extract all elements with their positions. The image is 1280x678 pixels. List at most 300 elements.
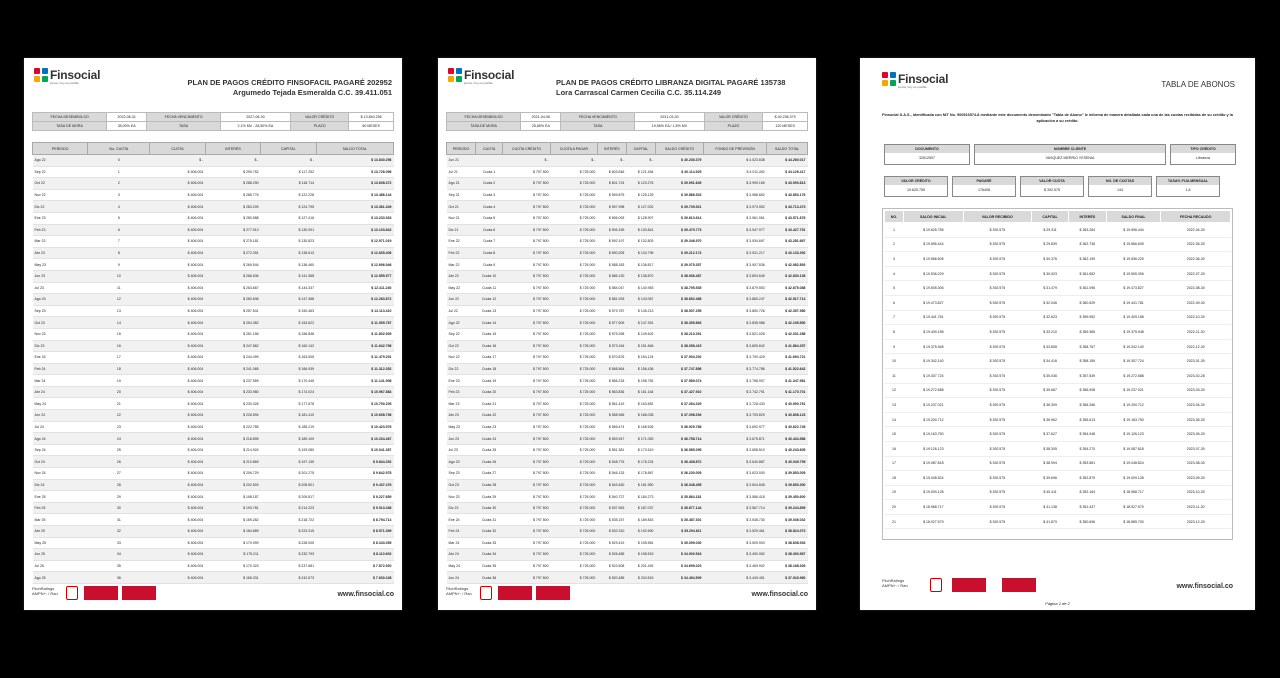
table-cell: Cuota 21 — [476, 398, 503, 410]
table-cell: $ 406.004 — [150, 212, 205, 224]
table-cell: Oct 23 — [33, 317, 88, 329]
table-cell: $ 3.692.977 — [703, 421, 766, 433]
table-cell: $ 201.492 — [626, 560, 655, 572]
table-cell: 2023-02-28 — [1161, 368, 1231, 383]
info-box — [974, 144, 1166, 165]
iso-9001-badge — [84, 586, 118, 600]
table-cell: Nov 22 — [447, 352, 476, 364]
table-cell: $ 392.575 — [963, 471, 1031, 486]
table-row — [885, 310, 1231, 325]
table-cell: $ 247.862 — [205, 340, 260, 352]
table-cell: $ 406.004 — [150, 247, 205, 259]
table-cell: 2023-10-30 — [1161, 485, 1231, 500]
table-cell: 10 — [885, 354, 904, 369]
summary-label: TASA DE MORA — [33, 122, 107, 131]
table-row — [447, 212, 808, 224]
table-cell: $ 725.000 — [551, 456, 598, 468]
info-box — [1156, 176, 1220, 197]
table-cell: $ 40.049.759 — [767, 456, 808, 468]
table-cell: $ 797.500 — [503, 537, 551, 549]
table-row — [33, 502, 394, 514]
table-cell: $ 39.991.649 — [655, 178, 703, 190]
table-cell: Cuota 15 — [476, 328, 503, 340]
table-cell: $ 19.200.712 — [903, 412, 963, 427]
table-cell: $ 218.722 — [261, 514, 316, 526]
table-cell: Cuota 7 — [476, 236, 503, 248]
table-cell: $ 797.500 — [503, 189, 551, 201]
table-cell: $ 37.627 — [1032, 427, 1069, 442]
table-row — [885, 325, 1231, 340]
column-header: CAPITAL — [626, 143, 655, 155]
table-cell: $ 13.726.096 — [316, 166, 393, 178]
table-cell: $ 19.087.818 — [1106, 441, 1161, 456]
table-cell: $ 3.850.726 — [703, 305, 766, 317]
table-cell: Cuota 23 — [476, 421, 503, 433]
table-cell: Cuota 25 — [476, 444, 503, 456]
summary-row — [447, 122, 808, 131]
summary-value: 2021-04-06 — [521, 113, 561, 122]
table-row — [885, 412, 1231, 427]
table-cell: 18 — [88, 363, 150, 375]
table-cell: 30 — [88, 502, 150, 514]
table-cell: $ 406.004 — [150, 294, 205, 306]
table-cell: $ 360.529 — [1069, 295, 1107, 310]
table-cell: $ 228.005 — [261, 537, 316, 549]
table-cell: $ 359.952 — [1069, 310, 1107, 325]
table-cell: $ 237.559 — [205, 375, 260, 387]
table-cell: 23 — [88, 421, 150, 433]
table-cell: Cuota 13 — [476, 305, 503, 317]
abonos-document — [860, 58, 1255, 610]
table-cell: $ 725.000 — [551, 328, 598, 340]
table-cell: $ 3.921.217 — [703, 247, 766, 259]
table-cell: $ 19.473.827 — [1106, 281, 1161, 296]
table-cell: Mar 23 — [33, 236, 88, 248]
column-header: PERIODO — [447, 143, 476, 155]
table-cell: $ 797.500 — [503, 282, 551, 294]
table-cell: $ 725.000 — [551, 398, 598, 410]
table-cell: $ 37.427.910 — [655, 386, 703, 398]
table-row — [33, 178, 394, 190]
table-cell: $ 532.310 — [597, 526, 626, 538]
table-row — [447, 328, 808, 340]
table-cell: $ 40.411 — [1032, 485, 1069, 500]
table-cell: May 24 — [447, 560, 476, 572]
website-link[interactable]: www.finsocial.co — [1176, 583, 1233, 590]
table-cell: $ 12.555.577 — [316, 270, 393, 282]
table-cell: $ 36.048.455 — [655, 479, 703, 491]
table-row — [33, 236, 394, 248]
table-cell: $ 725.000 — [551, 224, 598, 236]
info-box — [884, 176, 948, 197]
table-row — [33, 224, 394, 236]
table-cell: $ 135.613 — [261, 247, 316, 259]
table-cell: Feb 24 — [447, 526, 476, 538]
table-cell: $ 19.009.128 — [1106, 471, 1161, 486]
info-value: 176408 — [978, 188, 990, 192]
table-cell: 2022-05-30 — [1161, 237, 1231, 252]
table-cell: Cuota 36 — [476, 572, 503, 584]
table-cell: Feb 22 — [447, 247, 476, 259]
summary-label: TASA DE MORA — [447, 122, 521, 131]
table-cell: $ 3.973.952 — [703, 201, 766, 213]
column-header: INTERÉS — [597, 143, 626, 155]
table-row — [33, 456, 394, 468]
table-cell: $ 19.596.444 — [1106, 223, 1161, 238]
table-cell: Oct 24 — [33, 456, 88, 468]
table-cell: $ 406.004 — [150, 398, 205, 410]
info-value: $ 392.575 — [1044, 188, 1060, 192]
table-cell: Oct 21 — [447, 201, 476, 213]
table-cell: $ 11.312.352 — [316, 363, 393, 375]
table-cell: $ 797.500 — [503, 340, 551, 352]
column-header: CUOTA CRÉDITO — [503, 143, 551, 155]
table-row — [447, 201, 808, 213]
table-cell: $ 13.840.256 — [316, 155, 393, 167]
summary-label: VALOR CRÉDITO — [704, 113, 763, 122]
website-link[interactable]: www.finsocial.co — [337, 591, 394, 598]
table-cell: $ 11.959.787 — [316, 317, 393, 329]
table-row — [885, 427, 1231, 442]
table-cell: $ 19.409.158 — [903, 325, 963, 340]
table-cell: $ 31.479 — [1032, 281, 1069, 296]
table-cell: 6 — [88, 224, 150, 236]
table-row — [33, 270, 394, 282]
table-cell: $ 406.004 — [150, 468, 205, 480]
table-cell: Cuota 6 — [476, 224, 503, 236]
table-cell: $ 34.900.516 — [655, 549, 703, 561]
table-cell: $ 170.445 — [261, 375, 316, 387]
column-header: INTERÉS — [1069, 211, 1107, 223]
summary-value: 2027-08-30 — [220, 113, 290, 122]
table-cell: Cuota 10 — [476, 270, 503, 282]
table-cell: $ 725.000 — [551, 270, 598, 282]
table-cell: $ 19.441.781 — [1106, 295, 1161, 310]
table-cell: Cuota 16 — [476, 340, 503, 352]
summary-value: 2,1% MV - 28,50% EA — [220, 122, 290, 131]
info-value: 144 — [1117, 188, 1123, 192]
table-cell: $ 406.004 — [150, 166, 205, 178]
table-cell: $ 353.581 — [1069, 456, 1107, 471]
table-cell: 2022-12-30 — [1161, 339, 1231, 354]
table-cell: 1 — [885, 223, 904, 238]
table-row — [33, 328, 394, 340]
plan-title: PLAN DE PAGOS CRÉDITO LIBRANZA DIGITAL PAGARÉ 135738 — [556, 78, 786, 87]
table-row — [33, 247, 394, 259]
table-cell: 21 — [88, 398, 150, 410]
summary-label: FECHA VENCIMIENTO — [147, 113, 221, 122]
table-cell: $ 406.004 — [150, 386, 205, 398]
table-cell: $ 149.602 — [626, 328, 655, 340]
table-cell: Oct 23 — [447, 479, 476, 491]
iso-27001-badge — [536, 586, 570, 600]
table-cell: $ 19.272.688 — [1106, 368, 1161, 383]
table-row — [885, 237, 1231, 252]
table-cell: Dic 21 — [447, 224, 476, 236]
table-cell: $ 193.781 — [205, 502, 260, 514]
table-cell: $ 19.566.605 — [903, 252, 963, 267]
finsocial-logo-icon — [34, 68, 48, 82]
column-header: FONDO DE PREVISIÓN — [703, 143, 766, 155]
table-cell: $ 37.904.292 — [655, 352, 703, 364]
table-cell: $ 725.000 — [551, 514, 598, 526]
table-cell: $ 797.500 — [503, 305, 551, 317]
table-cell: $ 540.727 — [597, 491, 626, 503]
table-cell: $ 254.382 — [205, 317, 260, 329]
table-cell: $ 43.427.751 — [767, 224, 808, 236]
table-cell: $ 12.971.019 — [316, 236, 393, 248]
table-cell: $ 392.575 — [963, 500, 1031, 515]
table-cell: $ 3.947.977 — [703, 224, 766, 236]
table-cell: $ 797.500 — [503, 491, 551, 503]
table-cell: $ 39.479.773 — [655, 224, 703, 236]
table-cell: $ 19.441.781 — [903, 310, 963, 325]
table-cell: $ 12.411.240 — [316, 282, 393, 294]
table-row — [447, 294, 808, 306]
table-cell: 16 — [885, 441, 904, 456]
table-cell: $ 406.004 — [150, 363, 205, 375]
table-cell: $ 35.099.030 — [655, 537, 703, 549]
table-cell: $ 38.305 — [1032, 441, 1069, 456]
table-cell: $ 406.004 — [150, 375, 205, 387]
table-cell: 17 — [885, 456, 904, 471]
table-cell: 2023-03-30 — [1161, 383, 1231, 398]
table-cell: $ 392.575 — [963, 252, 1031, 267]
table-row — [447, 468, 808, 480]
table-cell: 7 — [885, 310, 904, 325]
table-cell: $ 19.126.123 — [903, 441, 963, 456]
table-cell: $ 3.640.887 — [703, 456, 766, 468]
table-cell: Cuota 24 — [476, 433, 503, 445]
table-cell: $ 392.575 — [963, 485, 1031, 500]
table-cell: $ 3.999.165 — [703, 178, 766, 190]
table-cell: $ 13.233.933 — [316, 212, 393, 224]
table-cell: $ 38.608.933 — [767, 537, 808, 549]
table-cell: $ 4.023.638 — [703, 155, 766, 167]
table-cell: $ 19.505.306 — [903, 281, 963, 296]
table-cell: Sep 23 — [33, 305, 88, 317]
table-cell: $ 205.501 — [261, 479, 316, 491]
table-cell: $ 10.423.576 — [316, 421, 393, 433]
table-cell: $ 41.170.701 — [767, 386, 808, 398]
table-cell: $ 558.965 — [597, 410, 626, 422]
table-cell: $ 563.836 — [597, 386, 626, 398]
table-cell: 27 — [88, 468, 150, 480]
table-cell: $ 198.187 — [205, 491, 260, 503]
table-cell: Ago 23 — [33, 294, 88, 306]
table-cell: $ 797.500 — [503, 375, 551, 387]
table-cell: $ 797.500 — [503, 166, 551, 178]
table-cell: 13 — [885, 398, 904, 413]
brand-name: Finsocial — [464, 68, 515, 82]
table-cell: $ 40.434.586 — [767, 433, 808, 445]
table-cell: Cuota 28 — [476, 479, 503, 491]
table-cell: Dic 23 — [33, 340, 88, 352]
table-cell: 2023-08-30 — [1161, 456, 1231, 471]
table-cell: Abr 22 — [447, 270, 476, 282]
table-cell: 2023-01-30 — [1161, 354, 1231, 369]
table-cell: $ 144.337 — [261, 282, 316, 294]
table-cell: $ 406.004 — [150, 502, 205, 514]
table-row — [447, 282, 808, 294]
table-cell: $ 573.154 — [597, 340, 626, 352]
table-cell: $ 406.004 — [150, 444, 205, 456]
table-cell: Ago 24 — [33, 433, 88, 445]
table-cell: Sep 23 — [447, 468, 476, 480]
table-cell: $ 725.000 — [551, 282, 598, 294]
info-box — [1088, 176, 1152, 197]
table-cell: $ 206.729 — [205, 468, 260, 480]
finsocial-logo — [448, 68, 514, 82]
table-cell: $ 392.575 — [963, 339, 1031, 354]
table-cell: 10 — [88, 270, 150, 282]
table-cell: $ 406.004 — [150, 479, 205, 491]
table-cell: $ 18.885.700 — [1106, 514, 1161, 529]
table-cell: 8 — [88, 247, 150, 259]
table-cell: 21 — [885, 514, 904, 529]
table-cell: $ 233.980 — [205, 386, 260, 398]
plan-title: PLAN DE PAGOS CRÉDITO FINSOFACIL PAGARÉ 202952 — [187, 78, 392, 87]
column-header: CUOTA A PAGAR — [551, 143, 598, 155]
table-cell: $ 181.410 — [261, 410, 316, 422]
table-cell: $ 37.943.960 — [767, 572, 808, 584]
table-cell: $ 19.566.605 — [1106, 237, 1161, 252]
summary-label: PLAZO — [704, 122, 763, 131]
table-cell: $ 197.135 — [261, 456, 316, 468]
brand-name: Finsocial — [50, 68, 101, 82]
website-link[interactable]: www.finsocial.co — [751, 591, 808, 598]
table-cell: $ 797.500 — [503, 526, 551, 538]
table-row — [885, 368, 1231, 383]
summary-value: 35,00% EA — [107, 122, 147, 131]
table-cell: $ 201.275 — [261, 468, 316, 480]
table-cell: $ 11.479.291 — [316, 352, 393, 364]
table-cell: 12 — [885, 383, 904, 398]
table-cell: $ 3.469.902 — [703, 560, 766, 572]
table-row — [447, 305, 808, 317]
table-cell: $ 392.575 — [963, 223, 1031, 238]
table-cell: $ 363.264 — [1069, 223, 1107, 238]
table-cell: $ 19.625.755 — [903, 223, 963, 238]
table-cell: Cuota 1 — [476, 166, 503, 178]
column-header: SALDO TOTAL — [316, 143, 393, 155]
table-row — [447, 560, 808, 572]
table-cell: $ 3.509.903 — [703, 537, 766, 549]
table-cell: $ 725.000 — [551, 502, 598, 514]
table-row — [885, 471, 1231, 486]
table-cell: $ 797.500 — [503, 433, 551, 445]
table-row — [447, 224, 808, 236]
table-cell: 5 — [88, 212, 150, 224]
table-cell: 3 — [885, 252, 904, 267]
table-cell: 2 — [885, 237, 904, 252]
table-row — [33, 526, 394, 538]
table-cell: $ 725.000 — [551, 236, 598, 248]
table-cell: $ 586.130 — [597, 270, 626, 282]
summary-value: $ 13.840.256 — [349, 113, 394, 122]
table-cell: Oct 22 — [33, 178, 88, 190]
table-cell: $ - — [626, 155, 655, 167]
table-cell: Sep 24 — [33, 444, 88, 456]
table-row — [885, 500, 1231, 515]
table-cell: $ 10.234.467 — [316, 433, 393, 445]
table-cell: $ 797.500 — [503, 328, 551, 340]
table-row — [447, 259, 808, 271]
info-box — [884, 144, 970, 165]
table-cell: Cuota 3 — [476, 189, 503, 201]
table-cell: $ 19.409.158 — [1106, 310, 1161, 325]
table-row — [447, 410, 808, 422]
table-cell: 34 — [88, 549, 150, 561]
table-cell: $ 568.564 — [597, 363, 626, 375]
table-cell: 4 — [885, 266, 904, 281]
table-cell: $ 209.817 — [261, 491, 316, 503]
table-row — [885, 252, 1231, 267]
table-cell: $ 596.093 — [597, 212, 626, 224]
table-cell: Cuota 30 — [476, 502, 503, 514]
table-cell: $ 603.546 — [597, 166, 626, 178]
table-cell: $ 36.230.005 — [655, 468, 703, 480]
table-cell: $ 406.004 — [150, 572, 205, 584]
table-cell: $ 39.075.357 — [655, 259, 703, 271]
document-footer — [882, 572, 1233, 592]
table-cell: $ 361.652 — [1069, 266, 1107, 281]
table-cell: Nov 24 — [33, 468, 88, 480]
table-cell: 2 — [88, 178, 150, 190]
fitch-ratings-logo: FitchRatings AMPN+: / Ran — [882, 578, 908, 588]
table-cell: $ 725.000 — [551, 410, 598, 422]
table-cell: 15 — [88, 328, 150, 340]
document-footer — [446, 580, 808, 600]
table-row — [447, 317, 808, 329]
payment-schedule-table — [446, 142, 808, 584]
table-row — [885, 339, 1231, 354]
table-cell: 28 — [88, 479, 150, 491]
summary-label: PLAZO — [290, 122, 348, 131]
table-cell: 20 — [88, 386, 150, 398]
table-cell: $ 244.499 — [205, 352, 260, 364]
summary-label: FECHA DESEMBOLSO — [33, 113, 107, 122]
table-cell: $ 392.575 — [963, 354, 1031, 369]
table-cell: $ 725.000 — [551, 178, 598, 190]
fitch-ratings-logo: FitchRatings AMPN+: / Ran — [32, 586, 58, 596]
table-cell: Jun 23 — [447, 433, 476, 445]
table-cell: $ 13.103.842 — [316, 224, 393, 236]
table-cell: Nov 21 — [447, 212, 476, 224]
table-cell: $ 214.924 — [205, 444, 260, 456]
table-cell: $ 797.500 — [503, 201, 551, 213]
table-cell: 5 — [885, 281, 904, 296]
table-row — [885, 456, 1231, 471]
table-cell: $ 9.642.978 — [316, 468, 393, 480]
table-cell: $ 18.927.579 — [1106, 500, 1161, 515]
table-cell: May 24 — [33, 398, 88, 410]
table-cell: $ 725.000 — [551, 549, 598, 561]
table-row — [447, 491, 808, 503]
table-row — [33, 212, 394, 224]
table-cell: $ 42.982.893 — [767, 259, 808, 271]
table-header-row — [885, 211, 1231, 223]
table-cell: $ 19.342.140 — [1106, 339, 1161, 354]
table-cell: $ 39.866.523 — [655, 189, 703, 201]
iso-27001-badge — [122, 586, 156, 600]
credit-summary — [446, 112, 808, 131]
table-cell: $ 128.907 — [626, 212, 655, 224]
table-cell: $ 40.990.761 — [767, 398, 808, 410]
table-cell: $ 132.803 — [626, 236, 655, 248]
table-cell: $ 41.347.981 — [767, 375, 808, 387]
table-row — [885, 441, 1231, 456]
